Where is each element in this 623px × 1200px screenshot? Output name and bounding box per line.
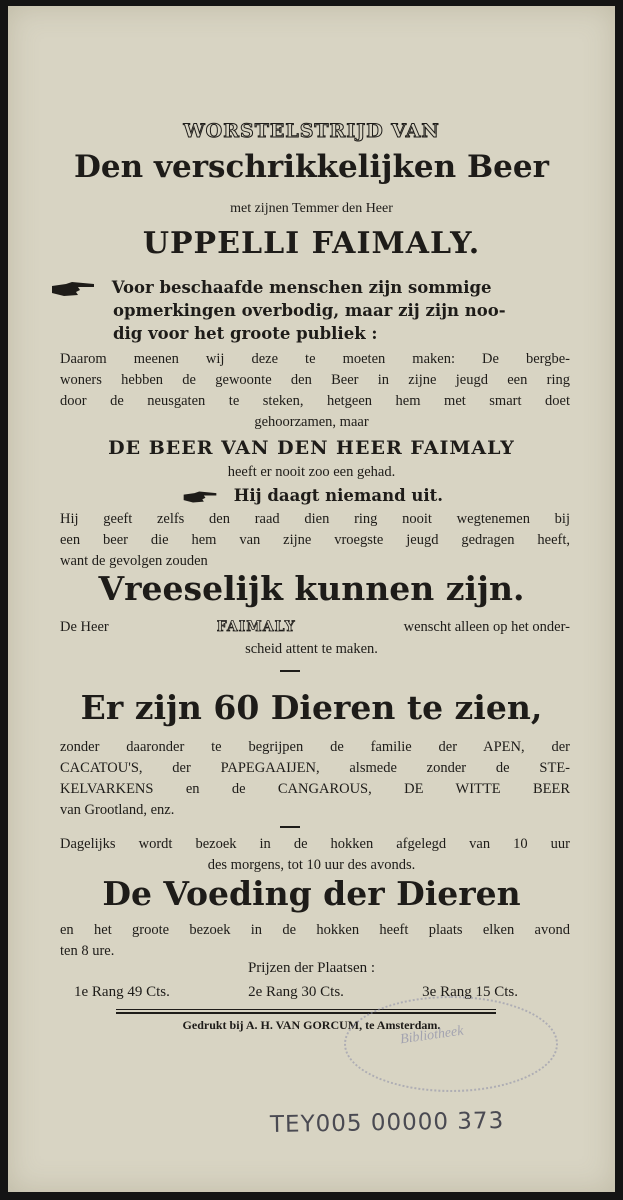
para6-line-1: en het groote bezoek in de hokken heeft plaats elken avond [60, 922, 570, 938]
para5-line-2: des morgens, tot 10 uur des avonds. [207, 857, 416, 873]
daagt-line [8, 486, 615, 505]
prijzen-heading: Prijzen der Plaatsen : [247, 960, 376, 976]
heer-pre: De Heer [60, 619, 109, 635]
para2-line-3: door de neusgaten te steken, hetgeen hem met smart doet [60, 393, 570, 409]
poster-sheet [8, 6, 615, 1192]
nooit-line: heeft er nooit zoo een gehad. [227, 464, 396, 480]
para1-text-1: Voor beschaafde menschen zijn sommige [111, 278, 492, 297]
para3-line-1: Hij geeft zelfs den raad dien ring nooit wegtenemen bij [60, 511, 570, 527]
para4-line-4: van Grootland, enz. [60, 802, 175, 818]
separator-dash [280, 670, 300, 672]
scheid-line: scheid attent te maken. [245, 641, 378, 657]
title-line: WORSTELSTRIJD VAN [183, 120, 440, 142]
vreeselijk-heading: Vreeselijk kunnen zijn. [98, 569, 525, 608]
para5-line-1: Dagelijks wordt bezoek in de hokken afgelegd van 10 uur [60, 836, 570, 852]
heer-faimaly: FAIMALY [216, 619, 296, 635]
price-rang-2: 2e Rang 30 Cts. [248, 984, 344, 1000]
para4-line-1: zonder daaronder te begrijpen de familie der APEN, der [60, 739, 570, 755]
pointing-hand-icon [180, 490, 220, 504]
heer-post: wenscht alleen op het onder- [403, 619, 570, 635]
para6-line-2: ten 8 ure. [60, 943, 115, 959]
para1-line-2: opmerkingen overbodig, maar zij zijn noo- [113, 301, 506, 320]
pointing-hand-icon [50, 280, 96, 298]
name-heading: UPPELLI FAIMALY. [142, 226, 481, 261]
para1-line-3: dig voor het groote publiek : [113, 324, 378, 343]
para2-line-2: woners hebben de gewoonte den Beer in zijne jeugd een ring [60, 372, 570, 388]
price-rang-1: 1e Rang 49 Cts. [74, 984, 170, 1000]
library-stamp [344, 996, 558, 1092]
heer-faimaly-line [60, 619, 570, 636]
voeding-heading: De Voeding der Dieren [102, 874, 521, 913]
dieren-heading: Er zijn 60 Dieren te zien, [80, 688, 543, 727]
stamp-text: Bibliotheek [399, 1023, 465, 1048]
separator-dash [280, 826, 300, 828]
printer-line: Gedrukt bij A. H. VAN GORCUM, te Amsterdam. [182, 1018, 441, 1032]
subtitle: met zijnen Temmer den Heer [230, 201, 393, 216]
price-rang-3: 3e Rang 15 Cts. [422, 984, 518, 1000]
para1-line-1 [50, 278, 492, 298]
main-title: Den verschrikkelijken Beer [74, 149, 549, 185]
beer-caps-heading: DE BEER VAN DEN HEER FAIMALY [108, 437, 515, 459]
para3-line-3: want de gevolgen zouden [60, 553, 208, 569]
handwritten-id: TEY005 00000 373 [269, 1107, 505, 1139]
para4-line-2: CACATOU'S, der PAPEGAAIJEN, alsmede zonder de STE- [60, 760, 570, 776]
daagt-text: Hij daagt niemand uit. [233, 486, 443, 505]
para4-line-3: KELVARKENS en de CANGAROUS, DE WITTE BEER [60, 781, 570, 797]
para3-line-2: een beer die hem van zijne vroegste jeugd gedragen heeft, [60, 532, 570, 548]
para2-line-1: Daarom meenen wij deze te moeten maken: De bergbe- [60, 351, 570, 367]
para2-line-4: gehoorzamen, maar [254, 414, 369, 430]
